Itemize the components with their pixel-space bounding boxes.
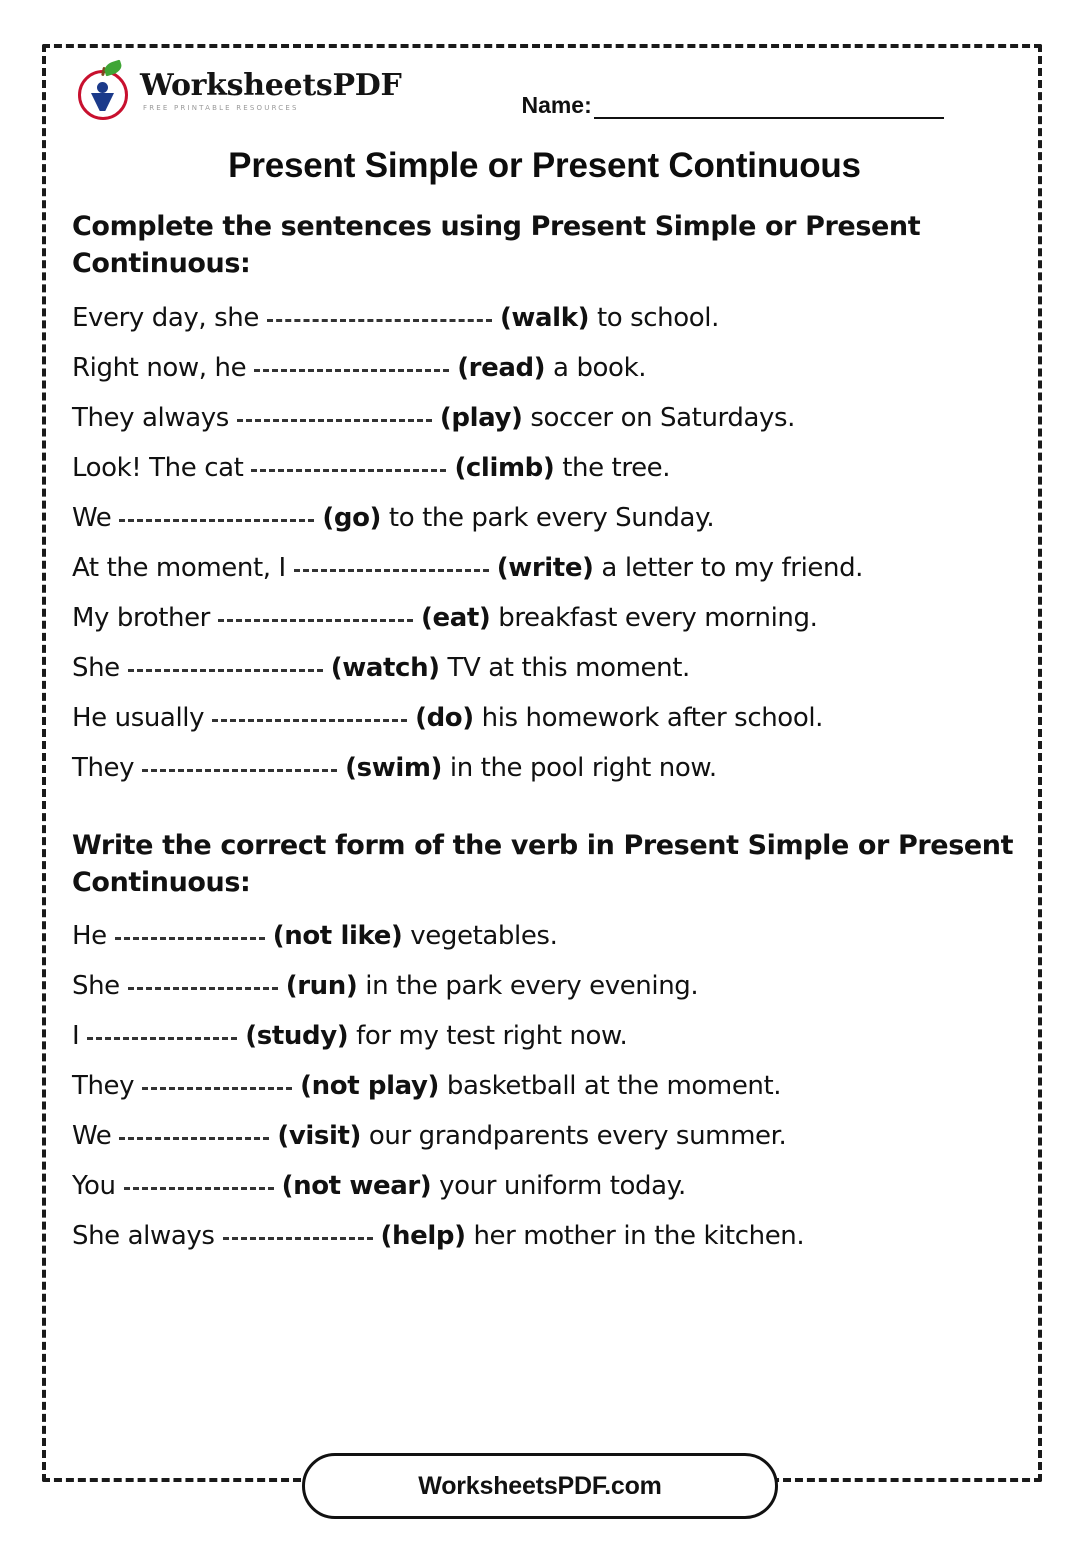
exercise-item [72,393,1017,443]
sentence-suffix: to school. [596,302,719,333]
exercise-item [72,493,1017,543]
verb-cue: (read) [457,352,546,383]
exercise-item [72,743,1017,793]
verb-cue: (climb) [454,452,555,483]
sentence-prefix: He [72,921,107,951]
sentence-prefix: We [72,502,112,533]
verb-cue: (run) [285,971,358,1001]
exercise-item [72,693,1017,743]
sentence-prefix: She [72,652,120,683]
sentence-prefix: They [72,1071,135,1101]
answer-blank[interactable] [119,519,314,522]
sentence-suffix: a letter to my friend. [601,552,864,583]
answer-blank[interactable] [87,1037,237,1040]
verb-cue: (write) [496,552,594,583]
answer-blank[interactable] [128,669,323,672]
verb-cue: (go) [322,502,382,533]
verb-cue: (swim) [345,752,443,783]
exercise-item [72,1061,1017,1111]
name-label: Name: [521,92,592,118]
answer-blank[interactable] [254,369,449,372]
sentence-prefix: We [72,1121,112,1151]
brand-title: WorksheetsPDF [140,67,402,103]
exercise-item [72,443,1017,493]
brand-tagline: FREE PRINTABLE RESOURCES [143,103,299,112]
sentence-suffix: your uniform today. [439,1171,686,1201]
verb-cue: (visit) [277,1121,362,1151]
sentence-suffix: for my test right now. [356,1021,628,1051]
brand [76,62,401,120]
exercise-item [72,343,1017,393]
answer-blank[interactable] [128,987,278,990]
sentence-prefix: She always [72,1221,215,1251]
answer-blank[interactable] [142,769,337,772]
verb-cue: (watch) [330,652,440,683]
name-field[interactable] [521,92,943,119]
worksheet-content [72,62,1017,1261]
verb-cue: (not wear) [281,1171,432,1201]
page-title: Present Simple or Present Continuous [228,146,861,185]
verb-cue: (help) [380,1221,466,1251]
exercise-item [72,1211,1017,1261]
verb-cue: (walk) [499,302,590,333]
answer-blank[interactable] [223,1237,373,1240]
verb-cue: (study) [245,1021,349,1051]
verb-cue: (eat) [420,602,491,633]
exercise-item [72,643,1017,693]
section1-instruction: Complete the sentences using Present Simple or Present Continuous: [72,211,921,280]
sentence-prefix: You [72,1171,116,1201]
answer-blank[interactable] [267,319,492,322]
sentence-suffix: breakfast every morning. [498,602,818,633]
name-input-line[interactable] [594,97,944,119]
answer-blank[interactable] [124,1187,274,1190]
footer-site-label: WorksheetsPDF.com [418,1471,662,1500]
exercise-item [72,543,1017,593]
sentence-suffix: soccer on Saturdays. [530,402,795,433]
exercise-item [72,1011,1017,1061]
worksheet-header [72,62,1017,138]
section2-instruction: Write the correct form of the verb in Present Simple or Present Continuous: [72,829,1014,898]
footer-badge [302,1453,778,1519]
sentence-prefix: They always [72,402,229,433]
section-divider [72,793,1017,827]
sentence-prefix: They [72,752,135,783]
apple-person-logo-icon [76,62,134,120]
answer-blank[interactable] [119,1137,269,1140]
sentence-prefix: My brother [72,602,210,633]
verb-cue: (not play) [300,1071,439,1101]
verb-cue: (play) [439,402,523,433]
answer-blank[interactable] [115,937,265,940]
verb-cue: (do) [415,702,474,733]
exercise-item [72,911,1017,961]
sentence-suffix: TV at this moment. [447,652,690,683]
sentence-suffix: basketball at the moment. [446,1071,782,1101]
sentence-suffix: in the pool right now. [449,752,717,783]
sentence-suffix: our grandparents every summer. [368,1121,787,1151]
sentence-suffix: her mother in the kitchen. [473,1221,805,1251]
exercise-item [72,293,1017,343]
sentence-prefix: Every day, she [72,302,259,333]
sentence-suffix: vegetables. [410,921,558,951]
brand-text [140,67,402,112]
sentence-prefix: Right now, he [72,352,247,383]
answer-blank[interactable] [142,1087,292,1090]
exercise-item [72,1161,1017,1211]
answer-blank[interactable] [237,419,432,422]
exercise-item [72,961,1017,1011]
exercise-item [72,593,1017,643]
sentence-suffix: the tree. [562,452,671,483]
sentence-prefix: Look! The cat [72,452,244,483]
sentence-suffix: to the park every Sunday. [388,502,715,533]
answer-blank[interactable] [251,469,446,472]
sentence-prefix: She [72,971,120,1001]
sentence-prefix: He usually [72,702,205,733]
sentence-suffix: his homework after school. [481,702,824,733]
exercise-item [72,1111,1017,1161]
sentence-prefix: At the moment, I [72,552,286,583]
sentence-suffix: in the park every evening. [365,971,699,1001]
sentence-prefix: I [72,1021,80,1051]
answer-blank[interactable] [218,619,413,622]
answer-blank[interactable] [212,719,407,722]
verb-cue: (not like) [272,921,403,951]
answer-blank[interactable] [294,569,489,572]
sentence-suffix: a book. [553,352,647,383]
